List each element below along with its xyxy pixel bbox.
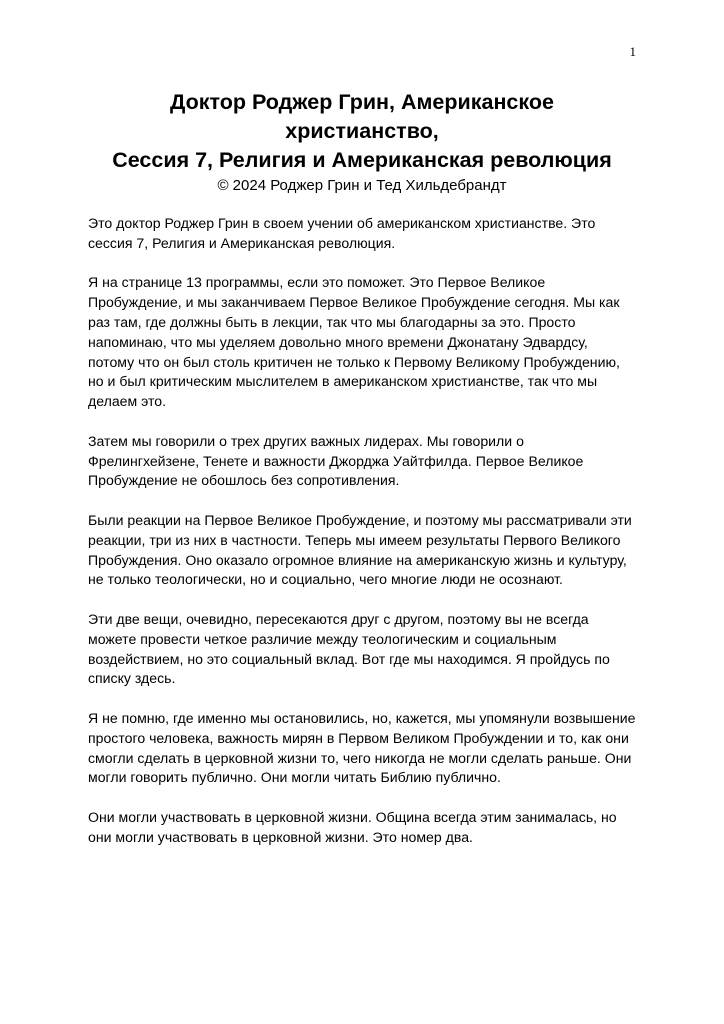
document-body	[88, 214, 636, 867]
document-title-line-3: Сессия 7, Религия и Американская революция	[112, 148, 612, 172]
body-paragraph: Это доктор Роджер Грин в своем учении об американском христианстве. Это сессия 7, Религия и Американская революция.	[88, 215, 596, 251]
body-paragraph: Были реакции на Первое Великое Пробуждение, и поэтому мы рассматривали эти реакции, три из них в частности. Теперь мы имеем результаты Первого Великого Пробуждения. Оно оказало огромное влияние на американскую жизнь и культуру, не только теологически, но и социально, чего многие люди не осознают.	[88, 511, 632, 588]
body-paragraph: Затем мы говорили о трех других важных лидерах. Мы говорили о Фрелингхейзене, Тенете и важности Джорджа Уайтфилда. Первое Великое Пробуждение не обошлось без сопротивления.	[88, 432, 584, 489]
body-paragraph: Я на странице 13 программы, если это поможет. Это Первое Великое Пробуждение, и мы заканчиваем Первое Великое Пробуждение сегодня. Мы как раз там, где должны быть в лекции, так что мы благодарны за это. Просто напоминаю, что мы уделяем довольно много времени Джонатану Эдвардсу, потому что он был столь критичен не только к Первому Великому Пробуждению, но и был критическим мыслителем в американском христианстве, так что мы делаем это.	[88, 274, 620, 410]
document-title-line-2: христианство,	[285, 119, 439, 143]
document-header	[40, 88, 684, 196]
body-paragraph: Я не помню, где именно мы остановились, но, кажется, мы упомянули возвышение простого человека, важность мирян в Первом Великом Пробуждении и то, как они смогли сделать в церковной жизни то, чего никогда не могли сделать раньше. Они могли говорить публично. Они могли читать Библию публично.	[88, 709, 636, 786]
body-paragraph: Они могли участвовать в церковной жизни. Община всегда этим занималась, но они могли участвовать в церковной жизни. Это номер два.	[88, 808, 617, 845]
copyright-notice: © 2024 Роджер Грин и Тед Хильдебрандт	[217, 177, 507, 194]
document-title-line-1: Доктор Роджер Грин, Американское	[170, 90, 554, 114]
page-number: 1	[629, 44, 636, 59]
body-paragraph: Эти две вещи, очевидно, пересекаются друг с другом, поэтому вы не всегда можете провести четкое различие между теологическим и социальным воздействием, но это социальный вклад. Вот где мы находимся. Я пройдусь по списку здесь.	[88, 610, 610, 687]
